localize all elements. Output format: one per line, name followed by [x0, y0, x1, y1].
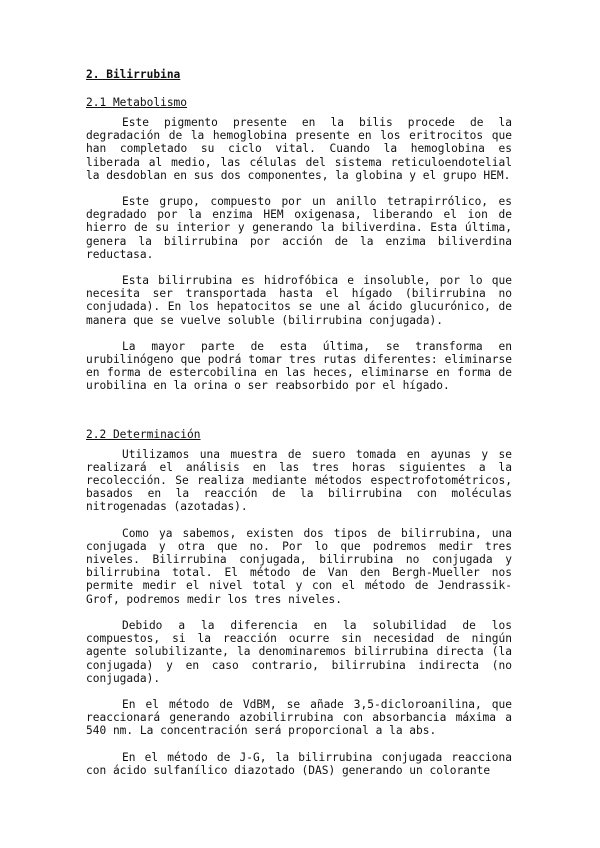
subsection-title-determinacion: 2.2 Determinación	[86, 427, 201, 441]
paragraph: Este pigmento presente en la bilis procede de la degradación de la hemoglobina presente en los eritrocitos que han completado su ciclo vital. Cuando la hemoglobina es liberada al medio, las células del sistema reticuloendotelial la desdoblan en sus dos componentes, la globina y el grupo HEM.	[86, 116, 512, 182]
paragraph: Debido a la diferencia en la solubilidad de los compuestos, si la reacción ocurre sin necesidad de ningún agente solubilizante, la denominaremos bilirrubina directa (la conjugada) y en caso contrario, bilirrubina indirecta (no conjugada).	[86, 618, 512, 685]
subsection-title-metabolismo: 2.1 Metabolismo	[86, 96, 188, 109]
paragraph: Este grupo, compuesto por un anillo tetrapirrólico, es degradado por la enzima HEM oxigenasa, liberando el ion de hierro de su interior y generando la biliverdina. Esta última, genera la bilirrubina por acción de la enzima biliverdina reductasa.	[86, 195, 512, 261]
spacer	[86, 406, 512, 428]
paragraph: Como ya sabemos, existen dos tipos de bilirrubina, una conjugada y otra que no. Por lo que podremos medir tres niveles. Bilirrubina conjugada, bilirrubina no conjugada y bilirrubina total. El método de Van den Bergh-Mueller nos permite medir el nivel total y con el método de Jendrassik-Grof, podremos medir los tres niveles.	[86, 526, 512, 606]
paragraph: En el método de J-G, la bilirrubina conjugada reacciona con ácido sulfanílico diazotado (DAS) generando un colorante	[86, 750, 512, 777]
paragraph: Utilizamos una muestra de suero tomada en ayunas y se realizará el análisis en las tres horas siguientes a la recolección. Se realiza mediante métodos espectrofotométricos, basados en la reacción de la bilirrubina con moléculas nitrogenadas (azotadas).	[86, 447, 512, 514]
paragraph: La mayor parte de esta última, se transforma en urubilinógeno que podrá tomar tres rutas diferentes: eliminarse en forma de estercobilina en las heces, eliminarse en forma de urobilina en la orina o ser reabsorbido por el hígado.	[86, 339, 512, 393]
paragraph: Esta bilirrubina es hidrofóbica e insoluble, por lo que necesita ser transportada hasta el hígado (bilirrubina no conjudada). En los hepatocitos se une al ácido glucurónico, de manera que se vuelve soluble (bilirrubina conjugada).	[86, 274, 512, 327]
section-title: 2. Bilirrubina	[86, 68, 181, 81]
paragraph: En el método de VdBM, se añade 3,5-dicloroanilina, que reaccionará generando azobilirrubina con absorbancia máxima a 540 nm. La concentración será proporcional a la abs.	[86, 697, 512, 738]
